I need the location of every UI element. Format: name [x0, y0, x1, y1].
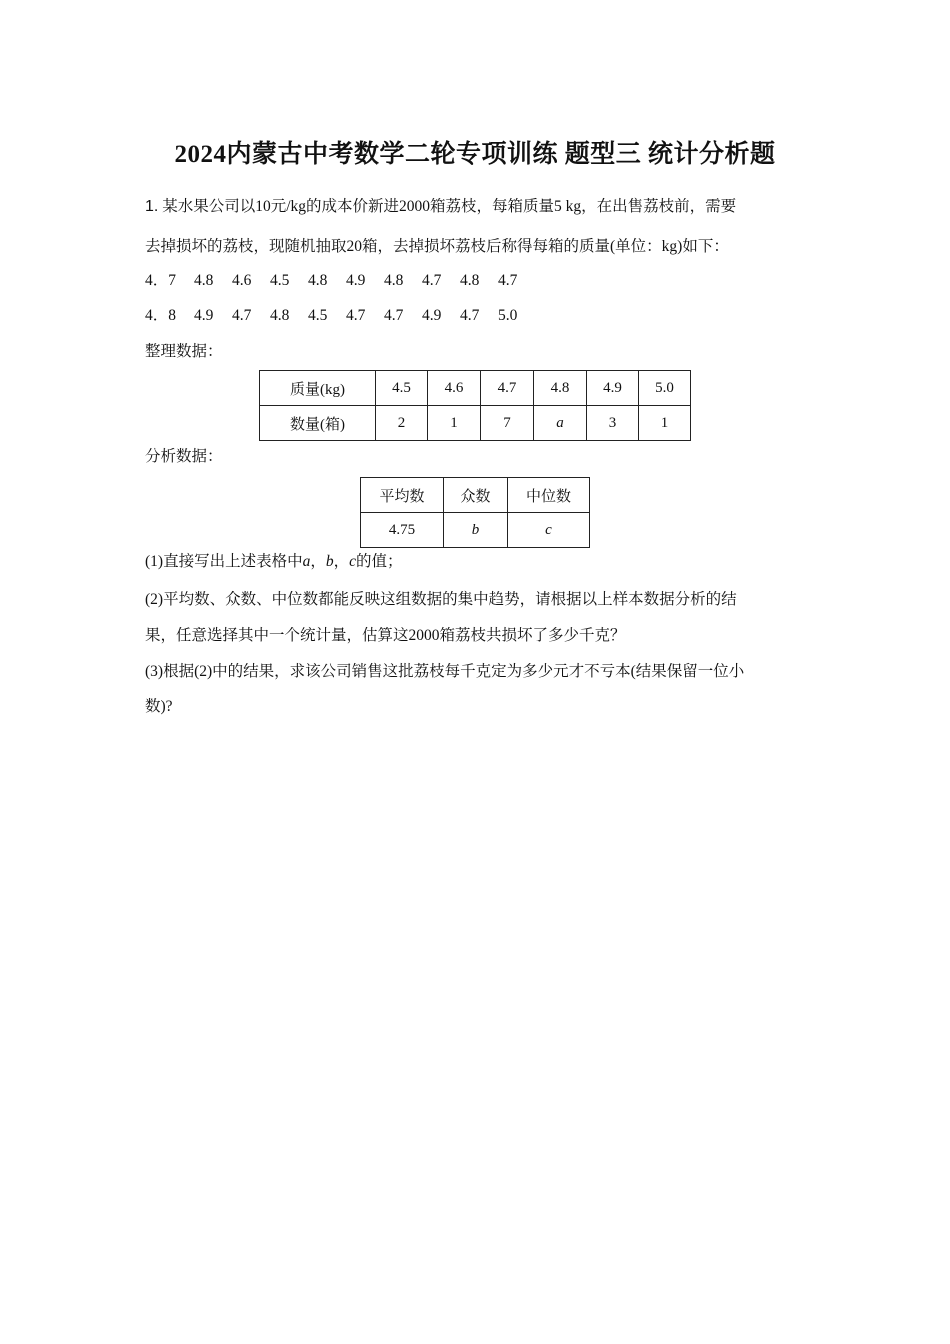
- table-header-cell: 平均数: [361, 478, 444, 513]
- table-cell: c: [508, 513, 590, 548]
- question-intro-line-2: 去掉损坏的荔枝，现随机抽取20箱，去掉损坏荔枝后称得每箱的质量(单位：kg)如下：: [145, 238, 729, 255]
- data-row-1: 4．7 4.8 4.6 4.5 4.8 4.9 4.8 4.7 4.8 4.7: [145, 272, 518, 289]
- question-number: 1.: [145, 198, 159, 215]
- table-cell: 4.5: [376, 371, 428, 406]
- sub-question-2-line-2: 果，任意选择其中一个统计量，估算这2000箱荔枝共损坏了多少千克？: [145, 627, 626, 644]
- page-title: 2024内蒙古中考数学二轮专项训练 题型三 统计分析题: [174, 141, 776, 168]
- analyze-data-label: 分析数据：: [145, 448, 223, 465]
- table-row: [361, 513, 590, 548]
- sub-question-2-line-1: (2)平均数、众数、中位数都能反映这组数据的集中趋势，请根据以上样本数据分析的结: [145, 591, 737, 608]
- table-cell: 4.75: [361, 513, 444, 548]
- table-row: [260, 406, 691, 441]
- organize-data-label: 整理数据：: [145, 343, 223, 360]
- question-intro-line-1: 1. 某水果公司以10元/kg的成本价新进2000箱荔枝，每箱质量5 kg，在出售荔枝前，需要: [145, 198, 737, 215]
- sub-question-1: (1)直接写出上述表格中a，b，c的值；: [145, 553, 403, 570]
- sub-question-3-line-2: 数)?: [145, 698, 173, 715]
- table-cell: b: [444, 513, 508, 548]
- statistics-table: [360, 477, 590, 548]
- table-cell: 4.7: [481, 371, 534, 406]
- table-row: [260, 371, 691, 406]
- table-header-cell: 数量(箱): [260, 406, 376, 441]
- sub-question-3-line-1: (3)根据(2)中的结果，求该公司销售这批荔枝每千克定为多少元才不亏本(结果保留一位小: [145, 663, 745, 680]
- table-header-cell: 众数: [444, 478, 508, 513]
- table-cell: 1: [428, 406, 481, 441]
- table-cell: 4.8: [534, 371, 587, 406]
- table-cell: 3: [587, 406, 639, 441]
- table-header-cell: 中位数: [508, 478, 590, 513]
- table-cell: a: [534, 406, 587, 441]
- table-cell: 5.0: [639, 371, 691, 406]
- table-cell: 1: [639, 406, 691, 441]
- table-header-cell: 质量(kg): [260, 371, 376, 406]
- table-cell: 7: [481, 406, 534, 441]
- table-row: [361, 478, 590, 513]
- table-cell: 4.6: [428, 371, 481, 406]
- table-cell: 4.9: [587, 371, 639, 406]
- data-row-2: 4．8 4.9 4.7 4.8 4.5 4.7 4.7 4.9 4.7 5.0: [145, 307, 518, 324]
- table-cell: 2: [376, 406, 428, 441]
- frequency-table: [259, 370, 691, 441]
